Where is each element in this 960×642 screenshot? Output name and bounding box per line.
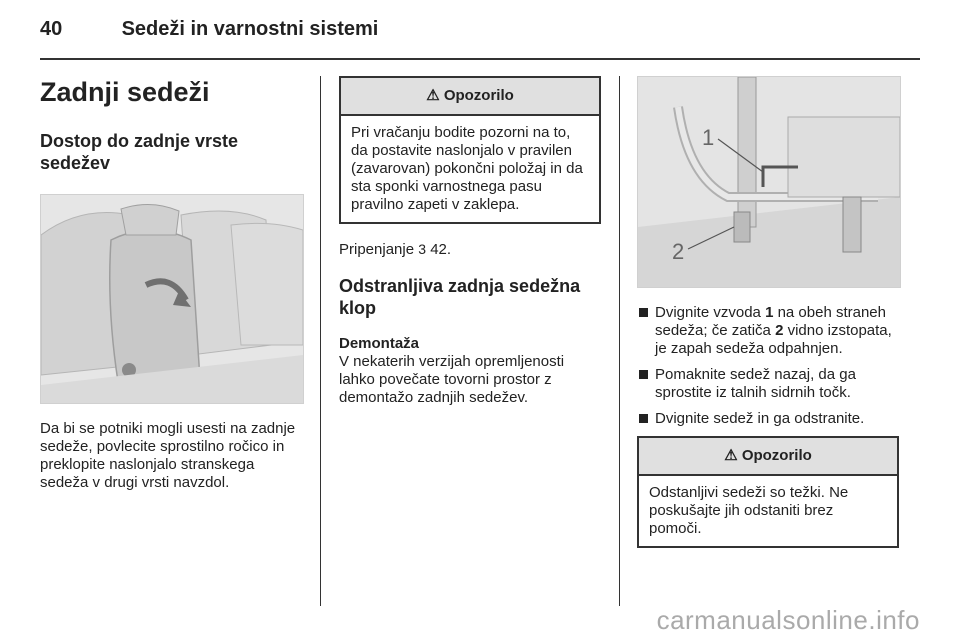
access-paragraph: Da bi se potniki mogli usesti na zadnje sedeže, povlecite sprostilno ročico in preklopite naslonjalo stranskega sedeža v drugi vrsti navzdol. xyxy=(40,420,296,491)
warning-icon: ⚠ xyxy=(724,447,738,464)
callout-2: 2 xyxy=(672,239,685,264)
warning-header-2 xyxy=(639,438,897,476)
column-divider-1 xyxy=(320,76,321,606)
removable-seat-heading: Odstranljiva zadnja sedežna klop xyxy=(339,276,581,318)
fixing-text: Pripenjanje xyxy=(339,241,415,258)
header-rule xyxy=(40,58,920,60)
bullet-icon xyxy=(639,308,648,317)
warning-title-2: Opozorilo xyxy=(741,447,812,464)
fixing-page-ref: 42. xyxy=(430,241,452,258)
page-number: 40 xyxy=(40,18,63,40)
warning-icon: ⚠ xyxy=(426,87,440,104)
warning-box-2 xyxy=(637,436,899,548)
page-header xyxy=(40,18,378,41)
rear-seats-drawing xyxy=(41,195,303,403)
seat-latch-drawing xyxy=(638,77,900,287)
section-heading: Zadnji sedeži xyxy=(40,77,210,107)
middle-column xyxy=(339,76,601,407)
warning-text-2: Odstanljivi sedeži so težki. Ne poskušajte jih odstaniti brez pomoči. xyxy=(649,484,849,537)
removal-subheading: Demontaža xyxy=(339,335,420,352)
step-1: Dvignite vzvoda 1 na obeh straneh sedeža; če zatiča 2 vidno izstopata, je zapah sedeža odpahnjen. xyxy=(637,304,899,358)
warning-title-1: Opozorilo xyxy=(443,87,514,104)
removal-paragraph: V nekaterih verzijah opremljenosti lahko povečate tovorni prostor z demontažo zadnjih sedežev. xyxy=(339,353,565,406)
xref-arrow-icon: 3 xyxy=(418,241,427,257)
watermark: carmanualsonline.info xyxy=(656,605,920,635)
removal-steps xyxy=(637,304,899,428)
warning-box-1 xyxy=(339,76,601,224)
right-column xyxy=(637,76,899,548)
step-3: Dvignite sedež in ga odstranite. xyxy=(637,410,899,428)
left-column xyxy=(40,76,302,492)
rear-seats-illustration xyxy=(40,194,304,404)
callout-1: 1 xyxy=(702,125,715,150)
seat-latch-illustration xyxy=(637,76,901,288)
bullet-icon xyxy=(639,370,648,379)
bullet-icon xyxy=(639,414,648,423)
section-subheading: Dostop do zadnje vrste sedežev xyxy=(40,131,239,173)
fixing-reference[interactable] xyxy=(339,240,601,259)
warning-header-1 xyxy=(341,78,599,116)
step-2: Pomaknite sedež nazaj, da ga sprostite iz talnih sidrnih točk. xyxy=(637,366,899,402)
section-title: Sedeži in varnostni sistemi xyxy=(121,18,379,40)
warning-text-1: Pri vračanju bodite pozorni na to, da postavite naslonjalo v pravilen (zavarovan) pokončni položaj in da sta sponki varnostnega pasu pravilno zapeti v zaklepa. xyxy=(351,124,583,213)
column-divider-2 xyxy=(619,76,620,606)
